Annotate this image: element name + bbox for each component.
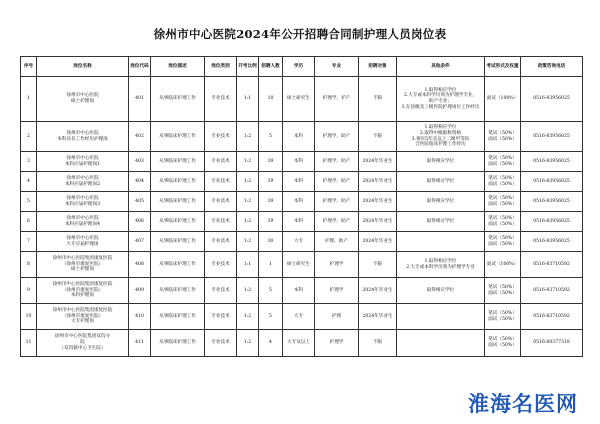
- position-name: [37, 252, 129, 278]
- name-line: 徐州市中心医院集团康复医院: [52, 307, 113, 313]
- major: 护理学、助产: [315, 212, 359, 232]
- recruit-target: 2024年毕业生: [359, 152, 397, 172]
- table-row: [21, 304, 583, 330]
- name-line: 院: [80, 340, 85, 346]
- cond-line: 助产专业；: [429, 99, 452, 104]
- hiring-count: 39: [259, 212, 283, 232]
- position-type: 专业技术: [205, 212, 237, 232]
- hiring-count: 5: [259, 304, 283, 330]
- hiring-count: 39: [259, 192, 283, 212]
- cond-line: 取得相应学位: [426, 158, 455, 164]
- hiring-count: 39: [259, 172, 283, 192]
- position-name: [37, 304, 129, 330]
- consult-phone: 0516-83956025: [521, 232, 583, 252]
- exam-line: 笔试（50%）: [488, 310, 517, 316]
- position-code: 402: [129, 122, 151, 152]
- cond-line: 2.大专或本科学历须为护理学专业: [406, 264, 475, 270]
- exam-line: 笔试（50%）: [488, 235, 517, 241]
- cond-line: 合医院临床护理工作经历: [415, 142, 466, 148]
- position-code: 407: [129, 232, 151, 252]
- major: 护理学、助产: [315, 172, 359, 192]
- position-code: 410: [129, 304, 151, 330]
- other-conditions: [397, 192, 485, 212]
- exam-line: 笔试（50%）: [488, 175, 517, 181]
- table-row: [21, 232, 583, 252]
- row-number: 10: [21, 304, 37, 330]
- cond-line: 取得相应学位: [426, 218, 455, 224]
- exam-ratio: 1:2: [237, 330, 259, 357]
- cond-line: 1.取得相应学位: [424, 125, 457, 131]
- other-conditions: [397, 304, 485, 330]
- consult-phone: 0516-83956025: [521, 192, 583, 212]
- hiring-count: 5: [259, 278, 283, 304]
- exam-ratio: 1:2: [237, 278, 259, 304]
- exam-line: 笔试（50%）: [488, 215, 517, 221]
- cond-line: 取得相应学位: [426, 198, 455, 204]
- education: 大专及以上: [283, 330, 315, 357]
- positions-table: [20, 56, 583, 357]
- exam-line: 面试（50%）: [488, 290, 517, 296]
- consult-phone: 0516-83956025: [521, 152, 583, 172]
- position-description: 从事临床护理工作: [151, 212, 205, 232]
- position-name: [37, 212, 129, 232]
- position-type: 专业技术: [205, 232, 237, 252]
- column-header: 政策咨询电话: [521, 57, 583, 77]
- column-header: 岗位名称: [37, 57, 129, 77]
- position-description: 从事临床护理工作: [151, 152, 205, 172]
- major: 护理学: [315, 252, 359, 278]
- education: 本科: [283, 212, 315, 232]
- exam-ratio: 1:2: [237, 232, 259, 252]
- position-name: [37, 232, 129, 252]
- position-description: 从事临床护理工作: [151, 77, 205, 122]
- consult-phone: 0516-83710592: [521, 252, 583, 278]
- name-line: 大专护理岗: [71, 319, 94, 325]
- position-type: 专业技术: [205, 192, 237, 212]
- hiring-count: 4: [259, 330, 283, 357]
- position-description: 从事临床护理工作: [151, 330, 205, 357]
- position-type: 专业技术: [205, 330, 237, 357]
- exam-ratio: 1:2: [237, 304, 259, 330]
- name-line: 徐州市中心医院: [66, 175, 99, 181]
- position-type: 专业技术: [205, 122, 237, 152]
- table-header-row: [21, 57, 583, 77]
- cond-line: 1.取得相应学位: [424, 87, 457, 93]
- education: 本科: [283, 172, 315, 192]
- position-type: 专业技术: [205, 278, 237, 304]
- row-number: 1: [21, 77, 37, 122]
- major: 护理学、助产: [315, 152, 359, 172]
- row-number: 6: [21, 212, 37, 232]
- position-description: 从事临床护理工作: [151, 252, 205, 278]
- name-line: 本科应届护理岗3: [64, 201, 101, 207]
- position-description: 从事临床护理工作: [151, 232, 205, 252]
- exam-format: [485, 152, 521, 172]
- name-line: 徐州市中心医院: [66, 93, 99, 99]
- exam-line: 笔试（50%）: [488, 155, 517, 161]
- name-line: 徐州市中心医院集团双沟分: [54, 334, 111, 340]
- other-conditions: [397, 152, 485, 172]
- exam-format: [485, 122, 521, 152]
- column-header: 岗位描述: [151, 57, 205, 77]
- exam-line: 笔试（50%）: [488, 195, 517, 201]
- exam-format: [485, 172, 521, 192]
- cond-line: 2.大专或本科学历须为护理学专业，: [403, 93, 478, 99]
- major: 护理学、助产: [315, 192, 359, 212]
- exam-ratio: 1:2: [237, 172, 259, 192]
- position-name: [37, 278, 129, 304]
- other-conditions: [397, 77, 485, 122]
- position-name: [37, 122, 129, 152]
- recruit-target: 不限: [359, 252, 397, 278]
- cond-line: 取得相应学位: [426, 178, 455, 184]
- education: 大专: [283, 232, 315, 252]
- name-line: （徐州市康复医院）: [61, 287, 104, 293]
- other-conditions: [397, 252, 485, 278]
- exam-ratio: 1:1: [237, 77, 259, 122]
- column-header: 学历: [283, 57, 315, 77]
- column-header: 开考比例: [237, 57, 259, 77]
- name-line: 大专应届护理岗: [66, 241, 99, 247]
- hiring-count: 10: [259, 77, 283, 122]
- position-code: 404: [129, 172, 151, 192]
- name-line: 硕士护理岗: [71, 99, 94, 104]
- exam-format: [485, 192, 521, 212]
- exam-line: 面试（50%）: [488, 221, 517, 227]
- exam-line: 面试（50%）: [488, 241, 517, 247]
- exam-format: [485, 232, 521, 252]
- table-row: [21, 330, 583, 357]
- position-code: 403: [129, 152, 151, 172]
- exam-format: [485, 304, 521, 330]
- exam-format: [485, 278, 521, 304]
- position-code: 411: [129, 330, 151, 357]
- recruit-target: 不限: [359, 122, 397, 152]
- position-name: [37, 152, 129, 172]
- name-line: 徐州市中心医院: [66, 215, 99, 221]
- exam-line: 面试（50%）: [488, 343, 517, 348]
- row-number: 11: [21, 330, 37, 357]
- row-number: 8: [21, 252, 37, 278]
- education: 硕士研究生: [283, 77, 315, 122]
- consult-phone: 0516-83956025: [521, 122, 583, 152]
- name-line: 徐州市中心医院集团康复医院: [52, 281, 113, 287]
- column-header: 专业: [315, 57, 359, 77]
- name-line: 本科应届护理岗2: [64, 181, 101, 187]
- education: 硕士研究生: [283, 252, 315, 278]
- position-description: 从事临床护理工作: [151, 172, 205, 192]
- exam-ratio: 1:2: [237, 122, 259, 152]
- education: 本科: [283, 152, 315, 172]
- row-number: 9: [21, 278, 37, 304]
- position-type: 专业技术: [205, 77, 237, 122]
- consult-phone: 0516-83956025: [521, 212, 583, 232]
- name-line: 徐州市中心医院: [66, 195, 99, 201]
- name-line: 徐州市中心医院: [66, 155, 99, 161]
- recruit-target: 不限: [359, 330, 397, 357]
- exam-line: 笔试（50%）: [488, 284, 517, 290]
- recruit-target: 不限: [359, 77, 397, 122]
- major: 护理学、助产: [315, 122, 359, 152]
- other-conditions: [397, 212, 485, 232]
- education: 本科: [283, 278, 315, 304]
- site-watermark: [468, 388, 578, 418]
- column-header: 岗位代码: [129, 57, 151, 77]
- recruit-target: 2024年毕业生: [359, 212, 397, 232]
- watermark-text: 淮海名医网: [468, 392, 578, 416]
- exam-ratio: 1:1: [237, 252, 259, 278]
- name-line: （双沟镇中心卫生院）: [59, 345, 106, 351]
- hiring-count: 5: [259, 122, 283, 152]
- position-type: 专业技术: [205, 252, 237, 278]
- row-number: 4: [21, 172, 37, 192]
- table-row: [21, 278, 583, 304]
- position-description: 从事临床护理工作: [151, 304, 205, 330]
- consult-phone: 0516-83710592: [521, 304, 583, 330]
- other-conditions: [397, 330, 485, 357]
- position-description: 从事临床护理工作: [151, 122, 205, 152]
- name-line: （徐州市康复医院）: [61, 261, 104, 267]
- cond-line: 2.取得中级职称资格: [419, 130, 462, 136]
- other-conditions: [397, 278, 485, 304]
- position-code: 401: [129, 77, 151, 122]
- hiring-count: 1: [259, 252, 283, 278]
- position-code: 409: [129, 278, 151, 304]
- exam-ratio: 1:2: [237, 192, 259, 212]
- other-conditions: [397, 172, 485, 192]
- consult-phone: 0516-83956025: [521, 172, 583, 192]
- exam-ratio: 1:2: [237, 152, 259, 172]
- exam-ratio: 1:2: [237, 212, 259, 232]
- hiring-count: 30: [259, 232, 283, 252]
- column-header: 岗位类别: [205, 57, 237, 77]
- name-line: （徐州市康复医院）: [61, 313, 104, 319]
- recruit-target: 2024年毕业生: [359, 304, 397, 330]
- column-header: 其他条件: [397, 57, 485, 77]
- name-line: 本科应届护理岗1: [64, 161, 101, 167]
- exam-line: 面试（50%）: [488, 161, 517, 167]
- column-header: 招聘对象: [359, 57, 397, 77]
- exam-format: [485, 77, 521, 122]
- position-code: 406: [129, 212, 151, 232]
- row-number: 2: [21, 122, 37, 152]
- consult-phone: 0516-80377318: [521, 330, 583, 357]
- table-row: [21, 152, 583, 172]
- exam-line: 面试（50%）: [488, 201, 517, 207]
- position-code: 405: [129, 192, 151, 212]
- column-header: 序号: [21, 57, 37, 77]
- recruit-target: 2024年毕业生: [359, 278, 397, 304]
- position-name: [37, 330, 129, 357]
- other-conditions: [397, 122, 485, 152]
- major: 护理、助产: [315, 232, 359, 252]
- row-number: 5: [21, 192, 37, 212]
- name-line: 本科具有工作经历护理岗: [57, 136, 108, 142]
- name-line: 徐州市中心医院集团康复医院: [52, 255, 113, 261]
- table-row: [21, 172, 583, 192]
- column-header: 招聘人数: [259, 57, 283, 77]
- name-line: 徐州市中心医院: [66, 130, 99, 136]
- table-row: [21, 122, 583, 152]
- education: 本科: [283, 122, 315, 152]
- page-title: 徐州市中心医院2024年公开招聘合同制护理人员岗位表: [153, 27, 447, 41]
- exam-line: 面试（50%）: [488, 181, 517, 187]
- cond-line: 3.在县级及三级医院护理岗位工作经历: [401, 104, 480, 110]
- position-code: 408: [129, 252, 151, 278]
- cond-line: 3.须有5年及以上二级甲等综: [411, 136, 470, 142]
- exam-format: [485, 330, 521, 357]
- table-row: [21, 77, 583, 122]
- exam-line: 笔试（50%）: [488, 130, 517, 136]
- exam-line: 面试（100%）: [486, 261, 519, 267]
- cond-line: 取得相应学位: [426, 287, 455, 293]
- table-row: [21, 252, 583, 278]
- recruit-target: 2024年毕业生: [359, 232, 397, 252]
- table-row: [21, 212, 583, 232]
- exam-line: 笔试（50%）: [488, 337, 517, 343]
- major: 护理: [315, 304, 359, 330]
- position-description: 从事临床护理工作: [151, 278, 205, 304]
- column-header: 考试形式及权重: [485, 57, 521, 77]
- row-number: 7: [21, 232, 37, 252]
- exam-line: 面试（50%）: [488, 316, 517, 322]
- education: 本科: [283, 192, 315, 212]
- position-type: 专业技术: [205, 304, 237, 330]
- position-description: 从事临床护理工作: [151, 192, 205, 212]
- position-name: [37, 77, 129, 122]
- cond-line: 1.取得相应学位: [424, 258, 457, 264]
- exam-line: 面试（100%）: [486, 96, 519, 102]
- exam-line: 面试（50%）: [488, 136, 517, 142]
- recruit-target: 2024年毕业生: [359, 172, 397, 192]
- other-conditions: [397, 232, 485, 252]
- name-line: 本科护理岗: [71, 293, 94, 299]
- name-line: 徐州市中心医院: [66, 235, 99, 241]
- position-name: [37, 172, 129, 192]
- consult-phone: 0516-83956025: [521, 77, 583, 122]
- exam-format: [485, 252, 521, 278]
- row-number: 3: [21, 152, 37, 172]
- major: 护理学: [315, 330, 359, 357]
- hiring-count: 39: [259, 152, 283, 172]
- education: 大专: [283, 304, 315, 330]
- position-type: 专业技术: [205, 172, 237, 192]
- major: 护理学、护产: [315, 77, 359, 122]
- exam-format: [485, 212, 521, 232]
- consult-phone: 0516-83710592: [521, 278, 583, 304]
- major: 护理学: [315, 278, 359, 304]
- position-name: [37, 192, 129, 212]
- name-line: 本科应届护理岗4: [64, 221, 101, 227]
- recruit-target: 2024年毕业生: [359, 192, 397, 212]
- position-type: 专业技术: [205, 152, 237, 172]
- table-row: [21, 192, 583, 212]
- name-line: 硕士护理岗: [71, 267, 94, 273]
